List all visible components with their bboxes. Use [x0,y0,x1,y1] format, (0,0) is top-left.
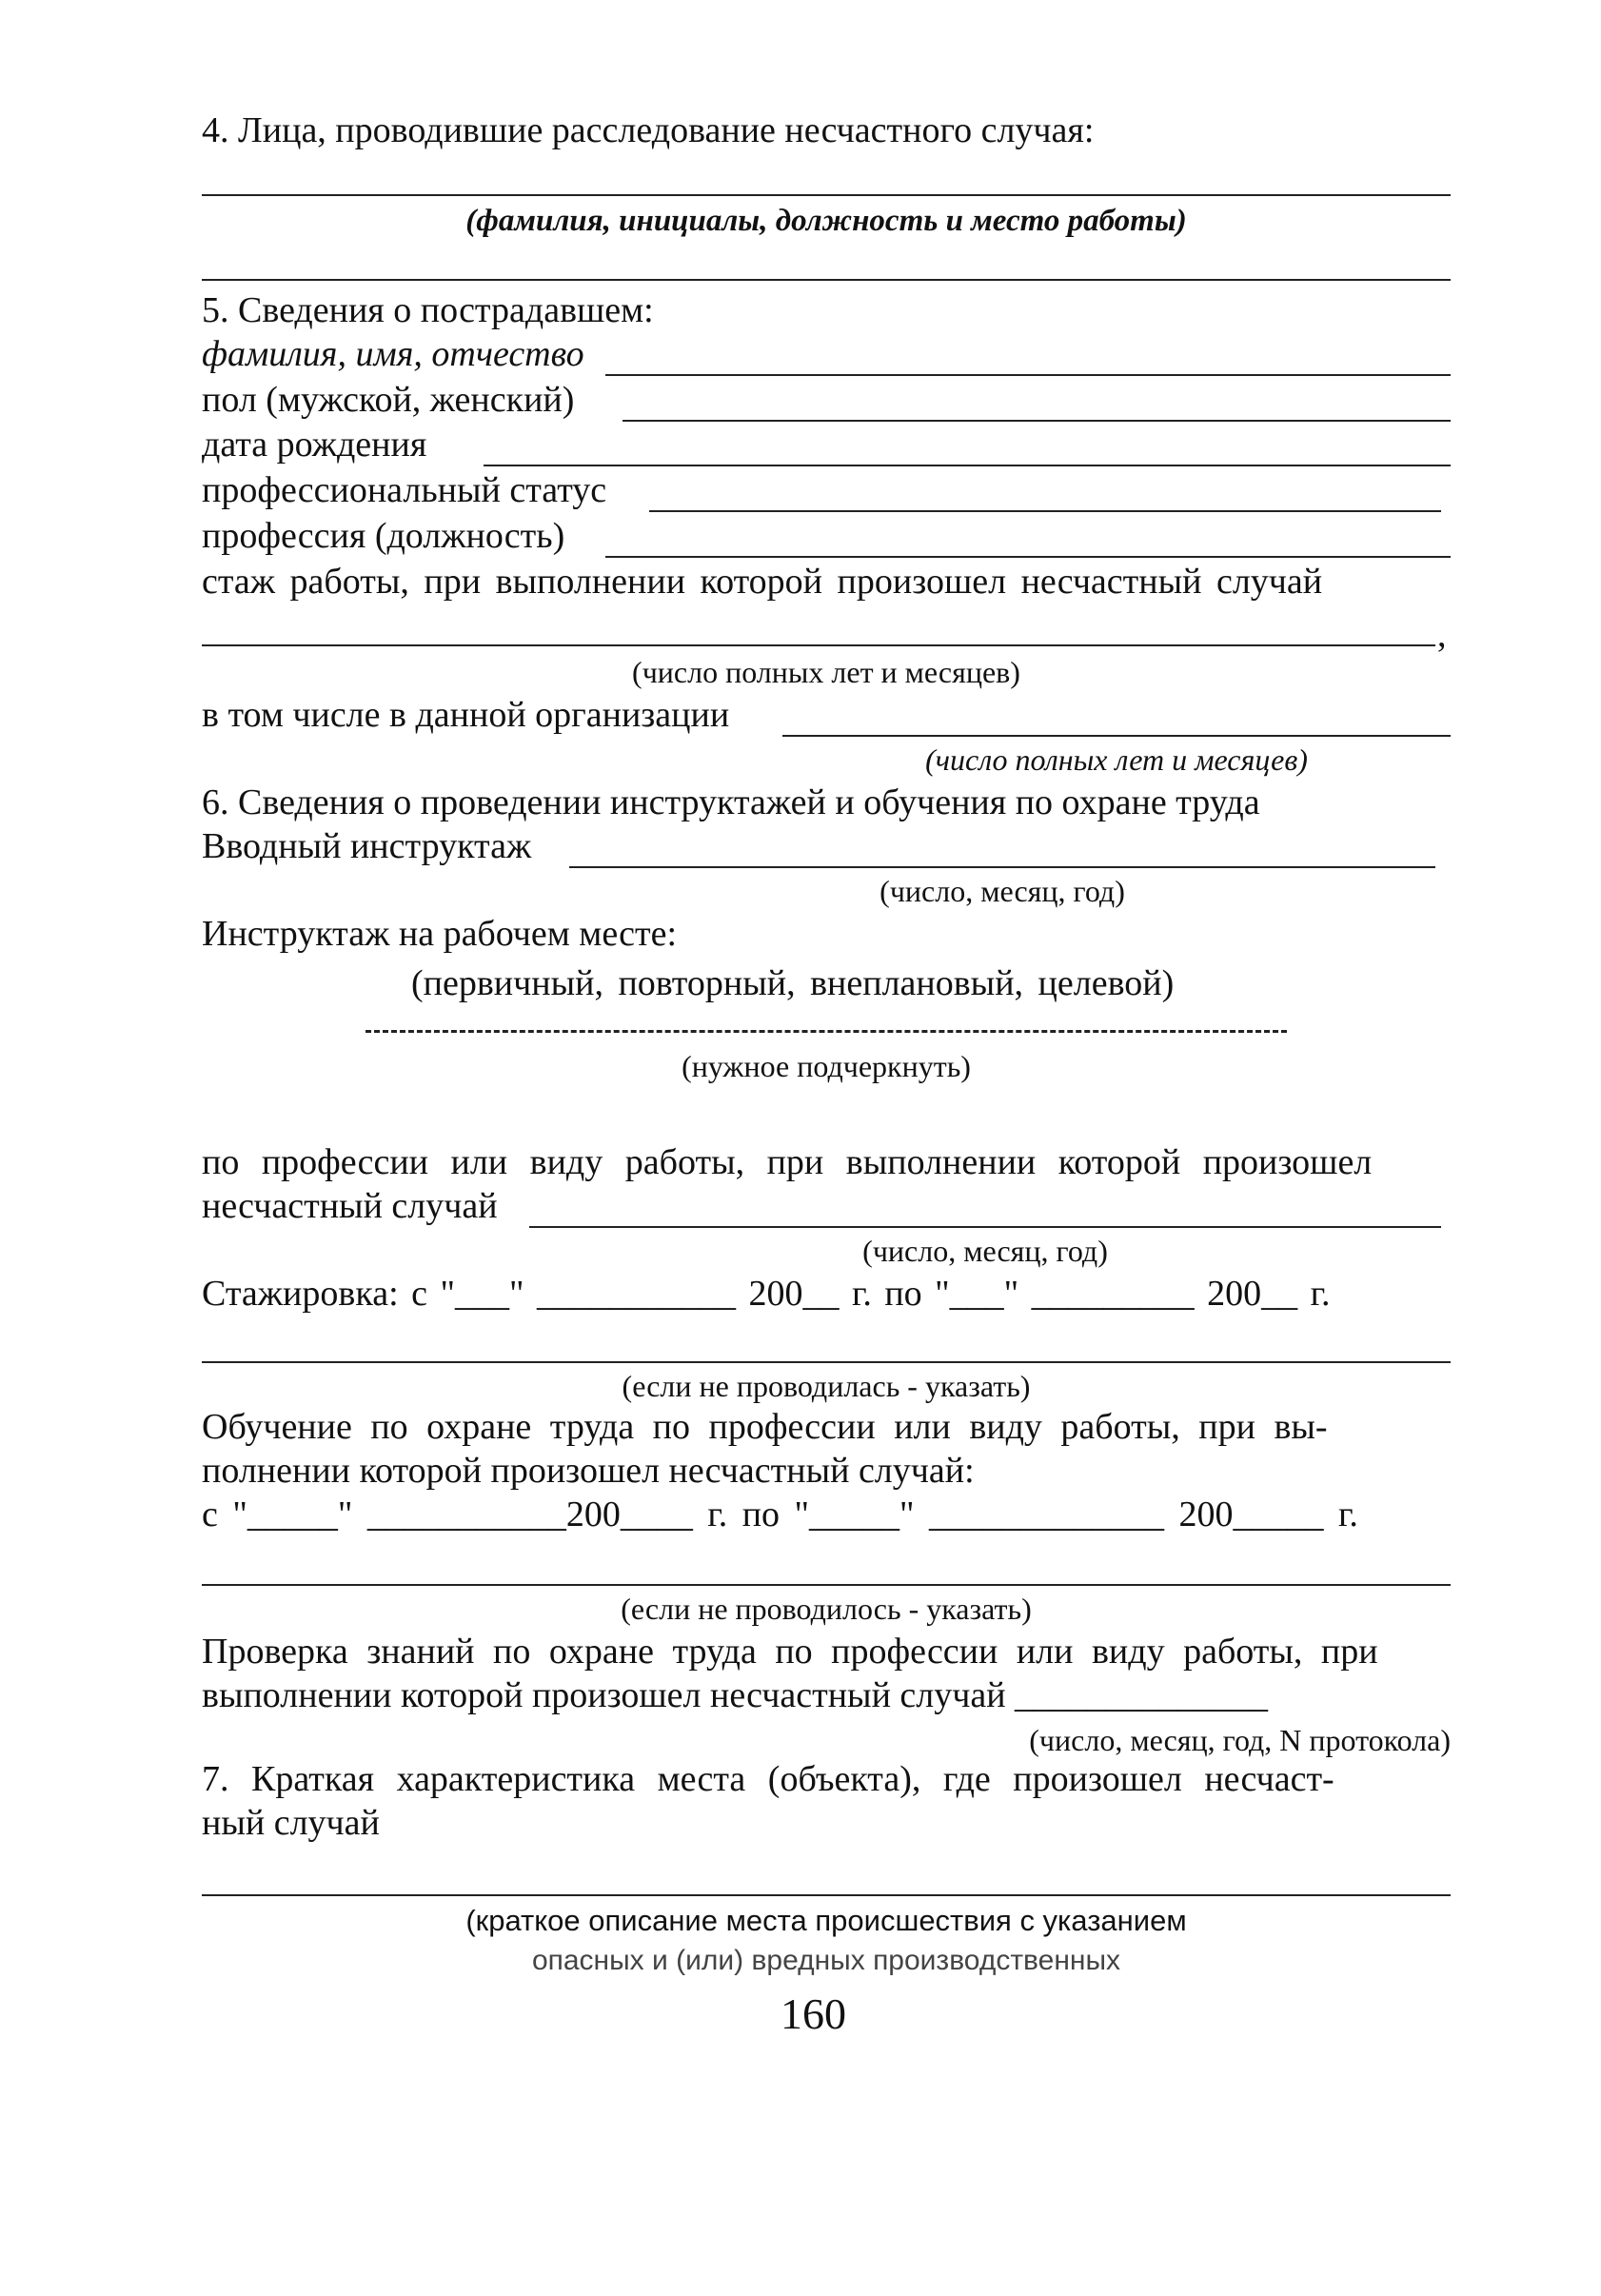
page-number: 160 [781,1989,846,2038]
fill-line [605,556,1451,558]
caption-place-description-1: (краткое описание места происшествия с указанием [465,1904,1187,1937]
section-5-heading: 5. Сведения о пострадавшем: [202,290,654,330]
caption-date: (число, месяц, год) [880,874,1125,908]
label-sex: пол (мужской, женский) [202,380,575,420]
caption-not-done: (если не проводилась - указать) [622,1369,1031,1403]
fill-line [484,465,1451,466]
section-4-heading: 4. Лица, проводившие расследование несчастного случая: [202,110,1095,150]
fill-line [202,1361,1451,1363]
label-check-1: Проверка знаний по охране труда по профессии или виду работы, при [202,1632,1378,1672]
label-in-org: в том числе в данной организации [202,695,730,735]
caption-years: (число полных лет и месяцев) [632,655,1020,689]
briefing-types: (первичный, повторный, внеплановый, целевой) [411,963,1175,1003]
section-7-heading-1: 7. Краткая характеристика места (объекта), где произошел несчаст- [202,1759,1334,1799]
caption-protocol: (число, месяц, год, N протокола) [1029,1723,1451,1757]
fill-line [569,866,1435,868]
fill-line [623,420,1451,422]
caption-date-2: (число, месяц, год) [862,1234,1108,1268]
label-by-profession-1: по профессии или виду работы, при выполнении которой произошел [202,1142,1373,1182]
label-training-1: Обучение по охране труда по профессии или виду работы, при вы- [202,1407,1328,1447]
label-fio: фамилия, имя, отчество [202,334,584,374]
fill-line [605,374,1451,376]
label-status: профессиональный статус [202,470,607,510]
label-by-profession-2: несчастный случай [202,1186,498,1226]
section-6-heading: 6. Сведения о проведении инструктажей и обучения по охране труда [202,782,1260,822]
caption-fio-position: (фамилия, инициалы, должность и место работы) [465,204,1187,238]
caption-not-done-2: (если не проводилось - указать) [621,1592,1032,1626]
fill-line [202,1894,1451,1896]
fill-line [782,735,1451,737]
fill-line [202,1584,1451,1586]
caption-place-description-2: опасных и (или) вредных производственных [531,1945,1121,1976]
caption-years-org: (число полных лет и месяцев) [925,742,1308,777]
comma: , [1437,615,1447,655]
caption-underline-note: (нужное подчеркнуть) [682,1049,971,1083]
fill-line [202,644,1435,646]
fill-line [202,194,1451,196]
label-profession: профессия (должность) [202,516,565,556]
training-dates: с "_____" ___________200____ г. по "_____" _____________ 200_____ г. [202,1494,1358,1534]
fill-line [649,510,1441,512]
dashed-line [366,1030,1287,1033]
label-workplace-briefing: Инструктаж на рабочем месте: [202,914,678,954]
internship-line: Стажировка: с "___" ___________ 200__ г. по "___" _________ 200__ г. [202,1274,1331,1314]
fill-line [529,1226,1441,1228]
label-experience: стаж работы, при выполнении которой произошел несчастный случай [202,562,1323,602]
fill-line [202,279,1451,281]
section-7-heading-2: ный случай [202,1803,380,1843]
label-intro-briefing: Вводный инструктаж [202,826,532,866]
label-birth: дата рождения [202,425,427,465]
label-check-2: выполнении которой произошел несчастный случай ______________ [202,1675,1269,1715]
label-training-2: полнении которой произошел несчастный случай: [202,1451,975,1491]
